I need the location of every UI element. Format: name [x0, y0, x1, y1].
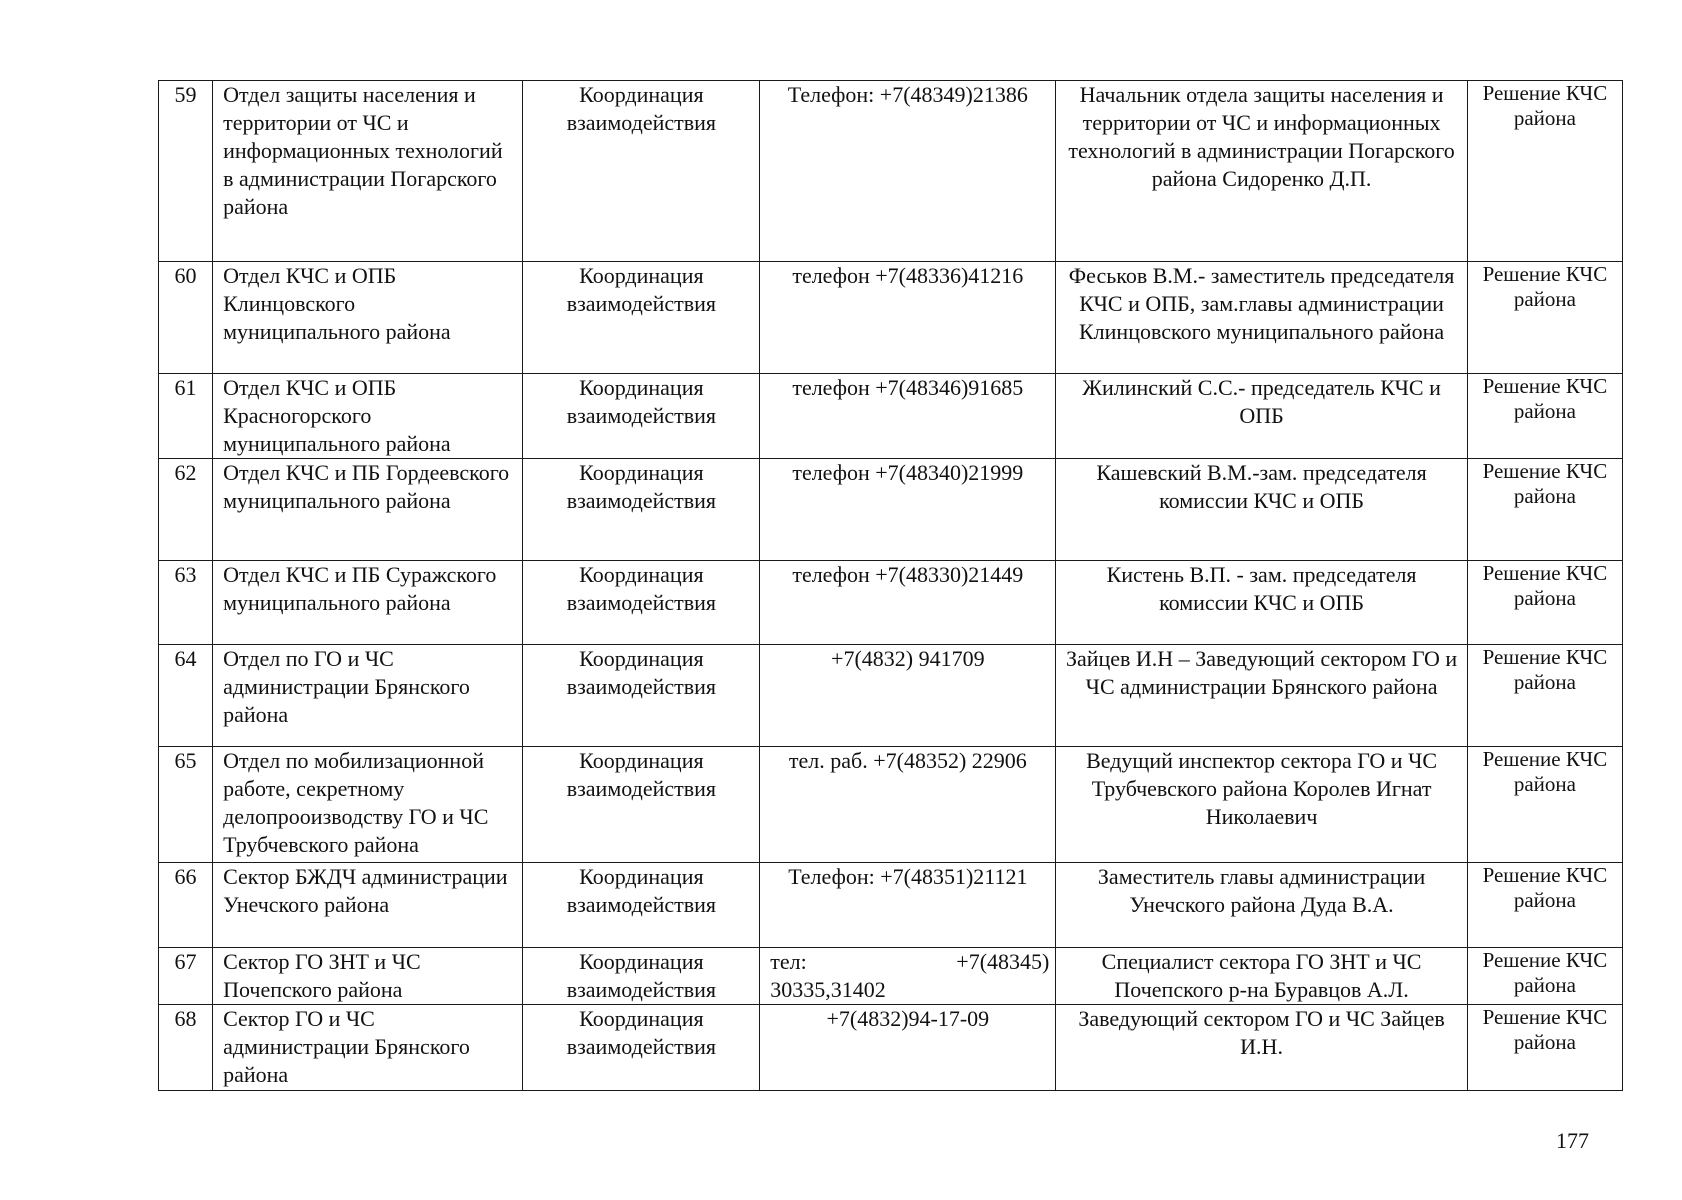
contact-person: Кашевский В.М.-зам. председателя комиссии КЧС и ОПБ	[1056, 459, 1467, 561]
phone-label: тел:	[770, 949, 807, 974]
row-number: 60	[159, 262, 213, 374]
phone-code: +7(48345)	[956, 949, 1050, 974]
basis: Решение КЧС района	[1467, 948, 1622, 1005]
basis: Решение КЧС района	[1467, 262, 1622, 374]
interaction-type: Координация взаимодействия	[523, 863, 760, 948]
unit-name: Отдел КЧС и ОПБ Красногорского муниципального района	[213, 374, 523, 459]
row-number: 59	[159, 81, 213, 262]
interaction-type: Координация взаимодействия	[523, 262, 760, 374]
row-number: 62	[159, 459, 213, 561]
contacts-table	[158, 80, 1623, 1091]
basis: Решение КЧС района	[1467, 747, 1622, 863]
phone: тел. раб. +7(48352) 22906	[760, 747, 1056, 863]
interaction-type: Координация взаимодействия	[523, 645, 760, 747]
unit-name: Сектор БЖДЧ администрации Унечского района	[213, 863, 523, 948]
table-row	[159, 645, 1623, 747]
table-row	[159, 81, 1623, 262]
contact-person: Жилинский С.С.- председатель КЧС и ОПБ	[1056, 374, 1467, 459]
interaction-type: Координация взаимодействия	[523, 948, 760, 1005]
contact-person: Заместитель главы администрации Унечского района Дуда В.А.	[1056, 863, 1467, 948]
row-number: 64	[159, 645, 213, 747]
contact-person: Заведующий сектором ГО и ЧС Зайцев И.Н.	[1056, 1005, 1467, 1091]
row-number: 66	[159, 863, 213, 948]
contact-person: Феськов В.М.- заместитель председателя КЧС и ОПБ, зам.главы администрации Клинцовского муниципального района	[1056, 262, 1467, 374]
table-row	[159, 863, 1623, 948]
row-number: 61	[159, 374, 213, 459]
phone-numbers: 30335,31402	[770, 977, 886, 1002]
contact-person: Зайцев И.Н – Заведующий сектором ГО и ЧС администрации Брянского района	[1056, 645, 1467, 747]
table-row	[159, 459, 1623, 561]
contact-person: Начальник отдела защиты населения и территории от ЧС и информационных технологий в администрации Погарского района Сидоренко Д.П.	[1056, 81, 1467, 262]
interaction-type: Координация взаимодействия	[523, 81, 760, 262]
phone: телефон +7(48330)21449	[760, 561, 1056, 645]
phone: телефон +7(48346)91685	[760, 374, 1056, 459]
unit-name: Сектор ГО и ЧС администрации Брянского района	[213, 1005, 523, 1091]
unit-name: Отдел защиты населения и территории от ЧС и информационных технологий в администрации Погарского района	[213, 81, 523, 262]
table-row	[159, 1005, 1623, 1091]
table-row	[159, 747, 1623, 863]
interaction-type: Координация взаимодействия	[523, 374, 760, 459]
interaction-type: Координация взаимодействия	[523, 561, 760, 645]
phone: +7(4832) 941709	[760, 645, 1056, 747]
unit-name: Отдел по мобилизационной работе, секретному делопрооизводству ГО и ЧС Трубчевского района	[213, 747, 523, 863]
interaction-type: Координация взаимодействия	[523, 459, 760, 561]
contact-person: Ведущий инспектор сектора ГО и ЧС Трубчевского района Королев Игнат Николаевич	[1056, 747, 1467, 863]
basis: Решение КЧС района	[1467, 863, 1622, 948]
phone	[760, 948, 1056, 1005]
phone: телефон +7(48336)41216	[760, 262, 1056, 374]
unit-name: Отдел по ГО и ЧС администрации Брянского района	[213, 645, 523, 747]
phone: +7(4832)94-17-09	[760, 1005, 1056, 1091]
basis: Решение КЧС района	[1467, 459, 1622, 561]
unit-name: Отдел КЧС и ОПБ Клинцовского муниципального района	[213, 262, 523, 374]
row-number: 63	[159, 561, 213, 645]
row-number: 67	[159, 948, 213, 1005]
basis: Решение КЧС района	[1467, 374, 1622, 459]
row-number: 65	[159, 747, 213, 863]
phone-first-line	[770, 948, 1049, 976]
table-row	[159, 374, 1623, 459]
basis: Решение КЧС района	[1467, 1005, 1622, 1091]
unit-name: Отдел КЧС и ПБ Суражского муниципального района	[213, 561, 523, 645]
page-number: 177	[1556, 1128, 1589, 1153]
table-row	[159, 948, 1623, 1005]
phone: телефон +7(48340)21999	[760, 459, 1056, 561]
table-row	[159, 262, 1623, 374]
interaction-type: Координация взаимодействия	[523, 1005, 760, 1091]
basis: Решение КЧС района	[1467, 645, 1622, 747]
table-row	[159, 561, 1623, 645]
unit-name: Сектор ГО ЗНТ и ЧС Почепского района	[213, 948, 523, 1005]
interaction-type: Координация взаимодействия	[523, 747, 760, 863]
contact-person: Кистень В.П. - зам. председателя комиссии КЧС и ОПБ	[1056, 561, 1467, 645]
row-number: 68	[159, 1005, 213, 1091]
basis: Решение КЧС района	[1467, 81, 1622, 262]
contact-person: Специалист сектора ГО ЗНТ и ЧС Почепского р-на Буравцов А.Л.	[1056, 948, 1467, 1005]
phone: Телефон: +7(48349)21386	[760, 81, 1056, 262]
unit-name: Отдел КЧС и ПБ Гордеевского муниципального района	[213, 459, 523, 561]
phone: Телефон: +7(48351)21121	[760, 863, 1056, 948]
basis: Решение КЧС района	[1467, 561, 1622, 645]
